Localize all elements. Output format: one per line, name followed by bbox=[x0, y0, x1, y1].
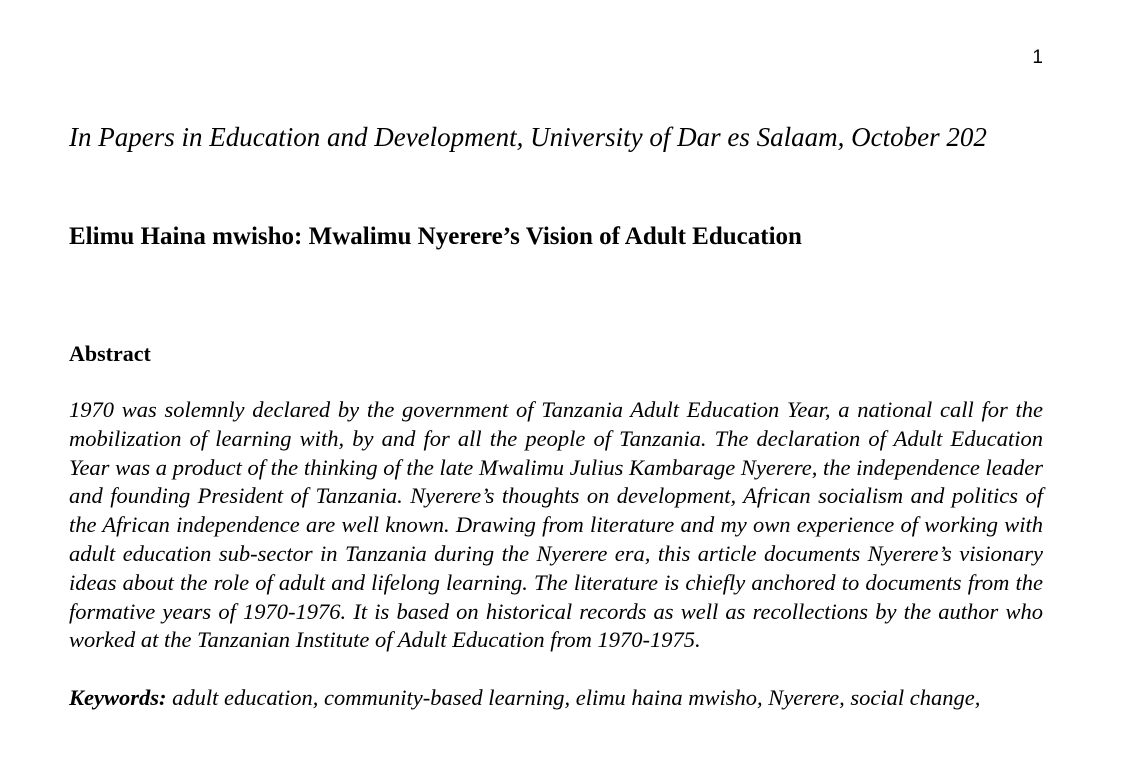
abstract-body: 1970 was solemnly declared by the government of Tanzania Adult Education Year, a national call for the mobilization of learning with, by and for all the people of Tanzania. The declaration of Adult Education Year was a product of the thinking of the late Mwalimu Julius Kambarage Nyerere, the independence leader and founding President of Tanzania. Nyerere’s thoughts on development, African socialism and politics of the African independence are well known. Drawing from literature and my own experience of working with adult education sub-sector in Tanzania during the Nyerere era, this article documents Nyerere’s visionary ideas about the role of adult and lifelong learning. The literature is chiefly anchored to documents from the formative years of 1970-1976. It is based on historical records as well as recollections by the author who worked at the Tanzanian Institute of Adult Education from 1970-1975. bbox=[69, 397, 1043, 653]
keywords-paragraph bbox=[69, 684, 1043, 713]
article-title: Elimu Haina mwisho: Mwalimu Nyerere’s Vision of Adult Education bbox=[69, 223, 802, 250]
page-number: 1 bbox=[1032, 47, 1043, 68]
publication-citation: In Papers in Education and Development, University of Dar es Salaam, October 202 bbox=[69, 122, 987, 152]
keywords-label: Keywords: bbox=[69, 685, 167, 710]
keywords-list: adult education, community-based learning, elimu haina mwisho, Nyerere, social change, bbox=[172, 685, 981, 710]
abstract-heading: Abstract bbox=[69, 341, 151, 366]
